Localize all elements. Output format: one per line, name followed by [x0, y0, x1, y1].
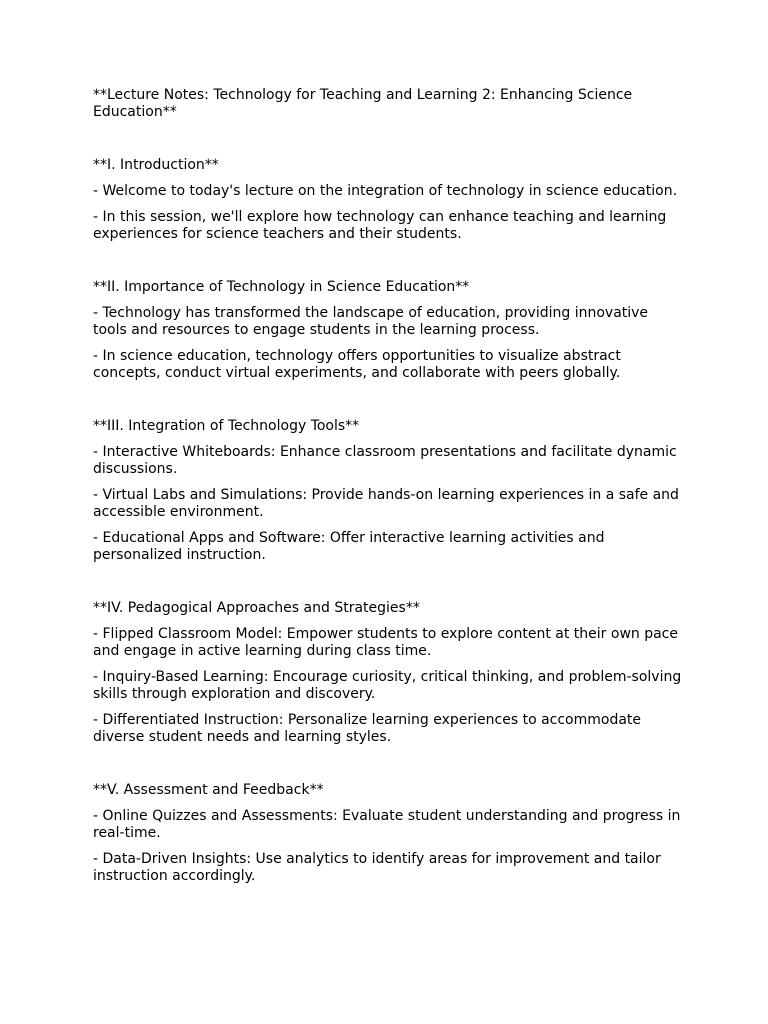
document-page: [93, 87, 683, 921]
paragraph: - Online Quizzes and Assessments: Evaluate student understanding and progress in real-time.: [93, 808, 681, 841]
section-heading: **V. Assessment and Feedback**: [93, 782, 324, 798]
section-heading: **IV. Pedagogical Approaches and Strategies**: [93, 600, 420, 616]
paragraph: - Interactive Whiteboards: Enhance classroom presentations and facilitate dynamic discussions.: [93, 444, 677, 477]
section-heading: **III. Integration of Technology Tools**: [93, 418, 360, 434]
paragraph: - Data-Driven Insights: Use analytics to identify areas for improvement and tailor instruction accordingly.: [93, 851, 661, 884]
section-importance: [93, 279, 683, 382]
section-heading: **II. Importance of Technology in Science Education**: [93, 279, 470, 295]
paragraph: - Virtual Labs and Simulations: Provide hands-on learning experiences in a safe and accessible environment.: [93, 487, 679, 520]
paragraph: - In science education, technology offers opportunities to visualize abstract concepts, conduct virtual experiments, and collaborate with peers globally.: [93, 348, 621, 381]
paragraph: - Inquiry-Based Learning: Encourage curiosity, critical thinking, and problem-solving skills through exploration and discovery.: [93, 669, 682, 702]
document-title: **Lecture Notes: Technology for Teaching and Learning 2: Enhancing Science Education**: [93, 87, 633, 120]
section-introduction: [93, 157, 683, 243]
paragraph: - Differentiated Instruction: Personalize learning experiences to accommodate diverse student needs and learning styles.: [93, 712, 642, 745]
section-assessment-feedback: [93, 782, 683, 885]
paragraph: - In this session, we'll explore how technology can enhance teaching and learning experiences for science teachers and their students.: [93, 209, 667, 242]
paragraph: - Welcome to today's lecture on the integration of technology in science education.: [93, 183, 678, 199]
section-heading: **I. Introduction**: [93, 157, 219, 173]
paragraph: - Educational Apps and Software: Offer interactive learning activities and personalized instruction.: [93, 530, 605, 563]
section-integration-tools: [93, 418, 683, 564]
section-pedagogical-approaches: [93, 600, 683, 746]
paragraph: - Flipped Classroom Model: Empower students to explore content at their own pace and engage in active learning during class time.: [93, 626, 678, 659]
paragraph: - Technology has transformed the landscape of education, providing innovative tools and resources to engage students in the learning process.: [93, 305, 649, 338]
